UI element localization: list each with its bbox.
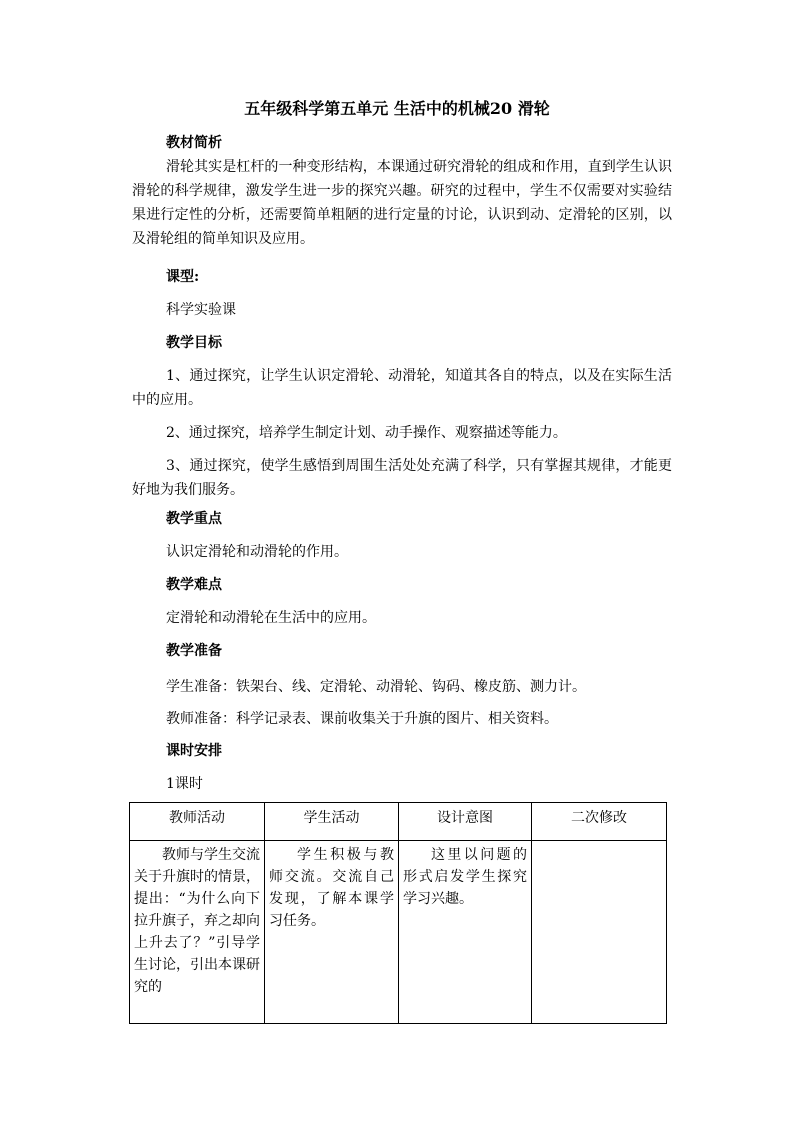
lesson-type-section: [132, 265, 672, 289]
teacher-preparation: 教师准备：科学记录表、课前收集关于升旗的图片、相关资料。: [166, 711, 558, 727]
lesson-type-text: 科学实验课: [166, 302, 236, 318]
schedule-text: 1课时: [166, 776, 203, 792]
difficulties-section: [132, 573, 672, 597]
key-points-heading: 教学重点: [166, 511, 222, 527]
difficulties-block: [132, 606, 672, 630]
cell-design-intent: 这里以问题的形式启发学生探究学习兴趣。: [399, 841, 532, 1024]
header-revision: 二次修改: [532, 803, 667, 841]
schedule-heading: 课时安排: [166, 743, 222, 759]
difficulties-heading: 教学难点: [166, 577, 222, 593]
key-points-section: [132, 507, 672, 531]
schedule-section: [132, 739, 672, 763]
student-preparation-block: [132, 675, 672, 699]
document-title: 五年级科学第五单元 生活中的机械20 滑轮: [244, 99, 550, 118]
preparation-section: [132, 639, 672, 663]
objective-1-block: [132, 364, 672, 412]
schedule-block: [132, 772, 672, 796]
cell-student-activity: 学生积极与教师交流。交流自己发现，了解本课学习任务。: [265, 841, 399, 1024]
cell-revision: [532, 841, 667, 1024]
header-design-intent: 设计意图: [399, 803, 532, 841]
teacher-preparation-block: [132, 707, 672, 731]
key-points-block: [132, 540, 672, 564]
preparation-heading: 教学准备: [166, 643, 222, 659]
objective-item-1: 1、通过探究，让学生认识定滑轮、动滑轮，知道其各自的特点，以及在实际生活中的应用。: [132, 368, 672, 408]
objective-item-3: 3、通过探究，使学生感悟到周围生活处处充满了科学，只有掌握其规律，才能更好地为我们服务。: [132, 458, 672, 498]
student-preparation: 学生准备：铁架台、线、定滑轮、动滑轮、钩码、橡皮筋、测力计。: [166, 679, 586, 695]
lesson-plan-table: [129, 802, 667, 1024]
key-points-text: 认识定滑轮和动滑轮的作用。: [166, 544, 348, 560]
header-teacher-activity: 教师活动: [130, 803, 265, 841]
objective-2-block: [132, 421, 672, 445]
table-row: [130, 841, 667, 1024]
objective-3-block: [132, 454, 672, 502]
objectives-heading: 教学目标: [166, 335, 222, 351]
difficulties-text: 定滑轮和动滑轮在生活中的应用。: [166, 610, 376, 626]
analysis-section: [132, 131, 672, 251]
objective-item-2: 2、通过探究，培养学生制定计划、动手操作、观察描述等能力。: [166, 425, 567, 441]
table-header-row: [130, 803, 667, 841]
header-student-activity: 学生活动: [265, 803, 399, 841]
lesson-type-heading: 课型:: [166, 269, 200, 285]
objectives-section: [132, 331, 672, 355]
lesson-type-block: [132, 298, 672, 322]
cell-teacher-activity: 教师与学生交流关于升旗时的情景，提出：“为什么向下拉升旗子，弃之却向上升去了？”引导学生讨论，引出本课研究的: [130, 841, 265, 1024]
analysis-text: 滑轮其实是杠杆的一种变形结构，本课通过研究滑轮的组成和作用，直到学生认识滑轮的科学规律，激发学生进一步的探究兴趣。研究的过程中，学生不仅需要对实验结果进行定性的分析，还需要简单粗陋的进行定量的讨论，认识到动、定滑轮的区别，以及滑轮组的简单知识及应用。: [132, 159, 672, 247]
analysis-heading: 教材简析: [166, 135, 222, 151]
